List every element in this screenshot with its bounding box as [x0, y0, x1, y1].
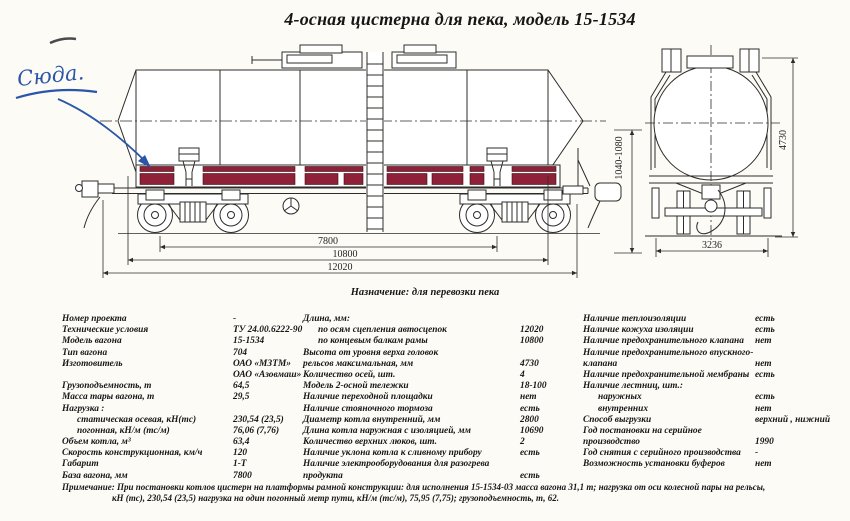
spec-value: 76,06 (7,76) [233, 425, 280, 436]
spec-value: есть [755, 314, 775, 324]
spec-label: Количество верхних люков, шт. [303, 437, 438, 448]
spec-row [62, 426, 300, 437]
spec-label: Наличие лестниц, шт.: [583, 381, 683, 392]
spec-value: есть [755, 369, 775, 380]
spec-row [583, 404, 848, 415]
spec-label: База вагона, мм [62, 470, 128, 481]
spec-value: есть [520, 470, 540, 481]
spec-label: Наличие уклона котла к сливному прибору [303, 448, 482, 459]
spec-value: 1-Т [233, 459, 247, 470]
spec-label: Масса тары вагона, т [62, 392, 155, 403]
dim-coupler-height: 1040-1080 [614, 136, 625, 180]
spec-value: 63,4 [233, 437, 250, 448]
side-view-drawing [76, 45, 622, 234]
spec-value: верхний , нижний [755, 414, 831, 425]
spec-row [303, 314, 563, 325]
spec-value: есть [520, 403, 540, 414]
spec-row [303, 437, 563, 448]
spec-row [62, 404, 300, 415]
spec-value: 15-1534 [233, 336, 265, 347]
top-platforms [252, 45, 456, 68]
coupler-left [76, 181, 115, 228]
spec-row [583, 437, 848, 448]
spec-label: Способ выгрузки [583, 414, 652, 425]
spec-row [62, 370, 300, 381]
spec-label: Тип вагона [62, 347, 108, 358]
spec-label: наружных [598, 392, 642, 403]
spec-value: нет [755, 336, 772, 347]
spec-row [583, 336, 848, 347]
spec-row [303, 459, 563, 470]
spec-value: 230,54 (23,5) [233, 414, 284, 425]
spec-label: погонная, кН/м (тс/м) [77, 425, 170, 436]
spec-value: нет [755, 358, 772, 369]
spec-value [233, 404, 300, 415]
spec-row [62, 471, 300, 482]
spec-value: ТУ 24.00.6222-90 [233, 325, 303, 336]
spec-label: по концевым балкам рамы [318, 336, 428, 347]
spec-row [583, 415, 848, 426]
spec-label: клапана [583, 358, 618, 369]
spec-row [303, 348, 563, 359]
spec-row [303, 381, 563, 392]
spec-row [303, 448, 563, 459]
heating-stripe [136, 165, 560, 187]
spec-row [583, 348, 848, 359]
spec-row [62, 459, 300, 470]
spec-column-dimensions [303, 314, 563, 482]
spec-value: 29,5 [233, 392, 250, 403]
footnote-line-1: Примечание: При постановки котлов цистерн на платформы рамной конструкции: для исполнения 15-1534-03 масса вагона 31,1 т; нагрузка от оси колесной пары на рельсы, [62, 482, 766, 492]
spec-value: есть [755, 392, 775, 403]
spec-label: Нагрузка : [62, 403, 105, 414]
spec-row [583, 392, 848, 403]
spec-value: 4 [520, 369, 525, 380]
spec-label: Диаметр котла внутренний, мм [303, 414, 441, 425]
spec-row [62, 415, 300, 426]
spec-row [583, 459, 848, 470]
spec-row [303, 471, 563, 482]
spec-label: Объем котла, м³ [62, 437, 131, 448]
spec-row [62, 336, 300, 347]
spec-label: Технические условия [62, 325, 149, 336]
spec-row [62, 437, 300, 448]
scan-artifact-mark [50, 39, 76, 44]
spec-row [303, 359, 563, 370]
spec-label: Грузоподъемность, т [62, 381, 152, 392]
spec-label: Возможность установки буферов [583, 459, 725, 470]
spec-row [303, 426, 563, 437]
footnote-line-2: кН (тс), 230,54 (23,5) нагрузка на один погонный метр пути, кН/м (тс/м), 75,95 (7,75); грузоподъемность, т, 62. [112, 493, 560, 503]
spec-value [520, 314, 563, 325]
page-title: 4-осная цистерна для пека, модель 15-1534 [284, 9, 636, 29]
spec-value: 18-100 [520, 381, 547, 392]
spec-label: Номер проекта [62, 314, 127, 324]
spec-value: есть [755, 325, 775, 336]
spec-label: Наличие электрооборудования для разогрева [303, 459, 490, 470]
spec-value [755, 348, 848, 359]
spec-row [62, 359, 300, 370]
spec-row [303, 404, 563, 415]
spec-row [62, 448, 300, 459]
spec-row [62, 381, 300, 392]
spec-label: Длина котла наружная с изоляцией, мм [303, 425, 471, 436]
spec-label: Длина, мм: [303, 314, 350, 324]
spec-value: - [755, 448, 759, 459]
spec-label: Габарит [62, 459, 99, 470]
spec-row [62, 392, 300, 403]
spec-value [755, 426, 848, 437]
spec-label [62, 370, 233, 381]
spec-label: рельсов максимальная, мм [303, 358, 414, 369]
purpose-line: Назначение: для перевозки пека [350, 287, 500, 298]
spec-value: 7800 [233, 470, 252, 481]
dim-total-height: 4730 [778, 130, 789, 150]
handwritten-underline [16, 90, 97, 98]
spec-column-equipment [583, 314, 848, 471]
spec-label: Год снятия с серийного производства [583, 448, 741, 459]
spec-row [303, 325, 563, 336]
spec-row [583, 325, 848, 336]
spec-row [583, 314, 848, 325]
spec-value: 2800 [520, 414, 539, 425]
spec-row [583, 359, 848, 370]
spec-label: статическая осевая, кН(тс) [77, 414, 197, 425]
spec-label: продукта [303, 470, 343, 481]
spec-value: нет [755, 403, 772, 414]
spec-value: 1990 [755, 437, 774, 448]
spec-label: внутренних [598, 403, 649, 414]
spec-value: 4730 [520, 358, 539, 369]
spec-label: Наличие предохранительного впускного- [583, 347, 754, 358]
spec-label: производство [583, 437, 640, 448]
spec-value: есть [520, 448, 540, 459]
spec-value: 704 [233, 347, 248, 358]
ladder [366, 52, 384, 232]
spec-row [303, 415, 563, 426]
spec-value [520, 459, 563, 470]
spec-label: Скорость конструкционная, км/ч [62, 448, 203, 459]
spec-value: 12020 [520, 325, 544, 336]
dim-bogie-base: 7800 [318, 236, 338, 247]
spec-value: 2 [520, 437, 525, 448]
spec-label: Наличие теплоизоляции [583, 314, 687, 324]
spec-row [303, 392, 563, 403]
spec-label: Год постановки на серийное [583, 425, 702, 436]
spec-label: Количество осей, шт. [303, 369, 396, 380]
spec-label: Модель вагона [62, 336, 122, 347]
spec-row [62, 314, 300, 325]
spec-value: нет [520, 392, 537, 403]
handbrake-wheel [283, 198, 299, 214]
dim-frame-length: 10800 [332, 249, 358, 260]
dim-coupler-length: 12020 [327, 262, 353, 273]
spec-row [583, 381, 848, 392]
spec-label: Модель 2-осной тележки [303, 381, 409, 392]
spec-label: Наличие переходной площадки [303, 392, 433, 403]
spec-label: по осям сцепления автосцепок [318, 325, 447, 336]
spec-row [303, 336, 563, 347]
spec-value: 120 [233, 448, 248, 459]
spec-row [303, 370, 563, 381]
spec-label: Наличие предохранительного клапана [583, 336, 744, 347]
spec-row [583, 370, 848, 381]
coupler-right [563, 148, 621, 228]
spec-row [583, 426, 848, 437]
spec-label: Наличие стояночного тормоза [303, 403, 433, 414]
spec-value: нет [755, 459, 772, 470]
spec-label: Изготовитель [62, 358, 123, 369]
dim-width: 3236 [702, 240, 722, 251]
spec-value: 10800 [520, 336, 544, 347]
bogie-left [138, 190, 249, 233]
spec-value: 64,5 [233, 381, 250, 392]
spec-label: Наличие предохранительной мембраны [583, 369, 750, 380]
spec-row [62, 325, 303, 336]
spec-value [520, 348, 563, 359]
spec-value: ОАО «Азовмаш» [233, 369, 302, 380]
spec-column-general [62, 314, 303, 482]
spec-value: - [233, 314, 237, 324]
bogie-right [460, 190, 571, 233]
spec-row [583, 448, 848, 459]
spec-label: Высота от уровня верха головок [303, 347, 439, 358]
spec-label: Наличие кожуха изоляции [583, 325, 694, 336]
spec-value: 10690 [520, 425, 544, 436]
end-view-drawing [645, 45, 782, 240]
spec-row [62, 348, 300, 359]
handwritten-note-text: Сюда. [16, 60, 86, 91]
spec-value: ОАО «МЗТМ» [233, 358, 291, 369]
spec-value [755, 381, 848, 392]
